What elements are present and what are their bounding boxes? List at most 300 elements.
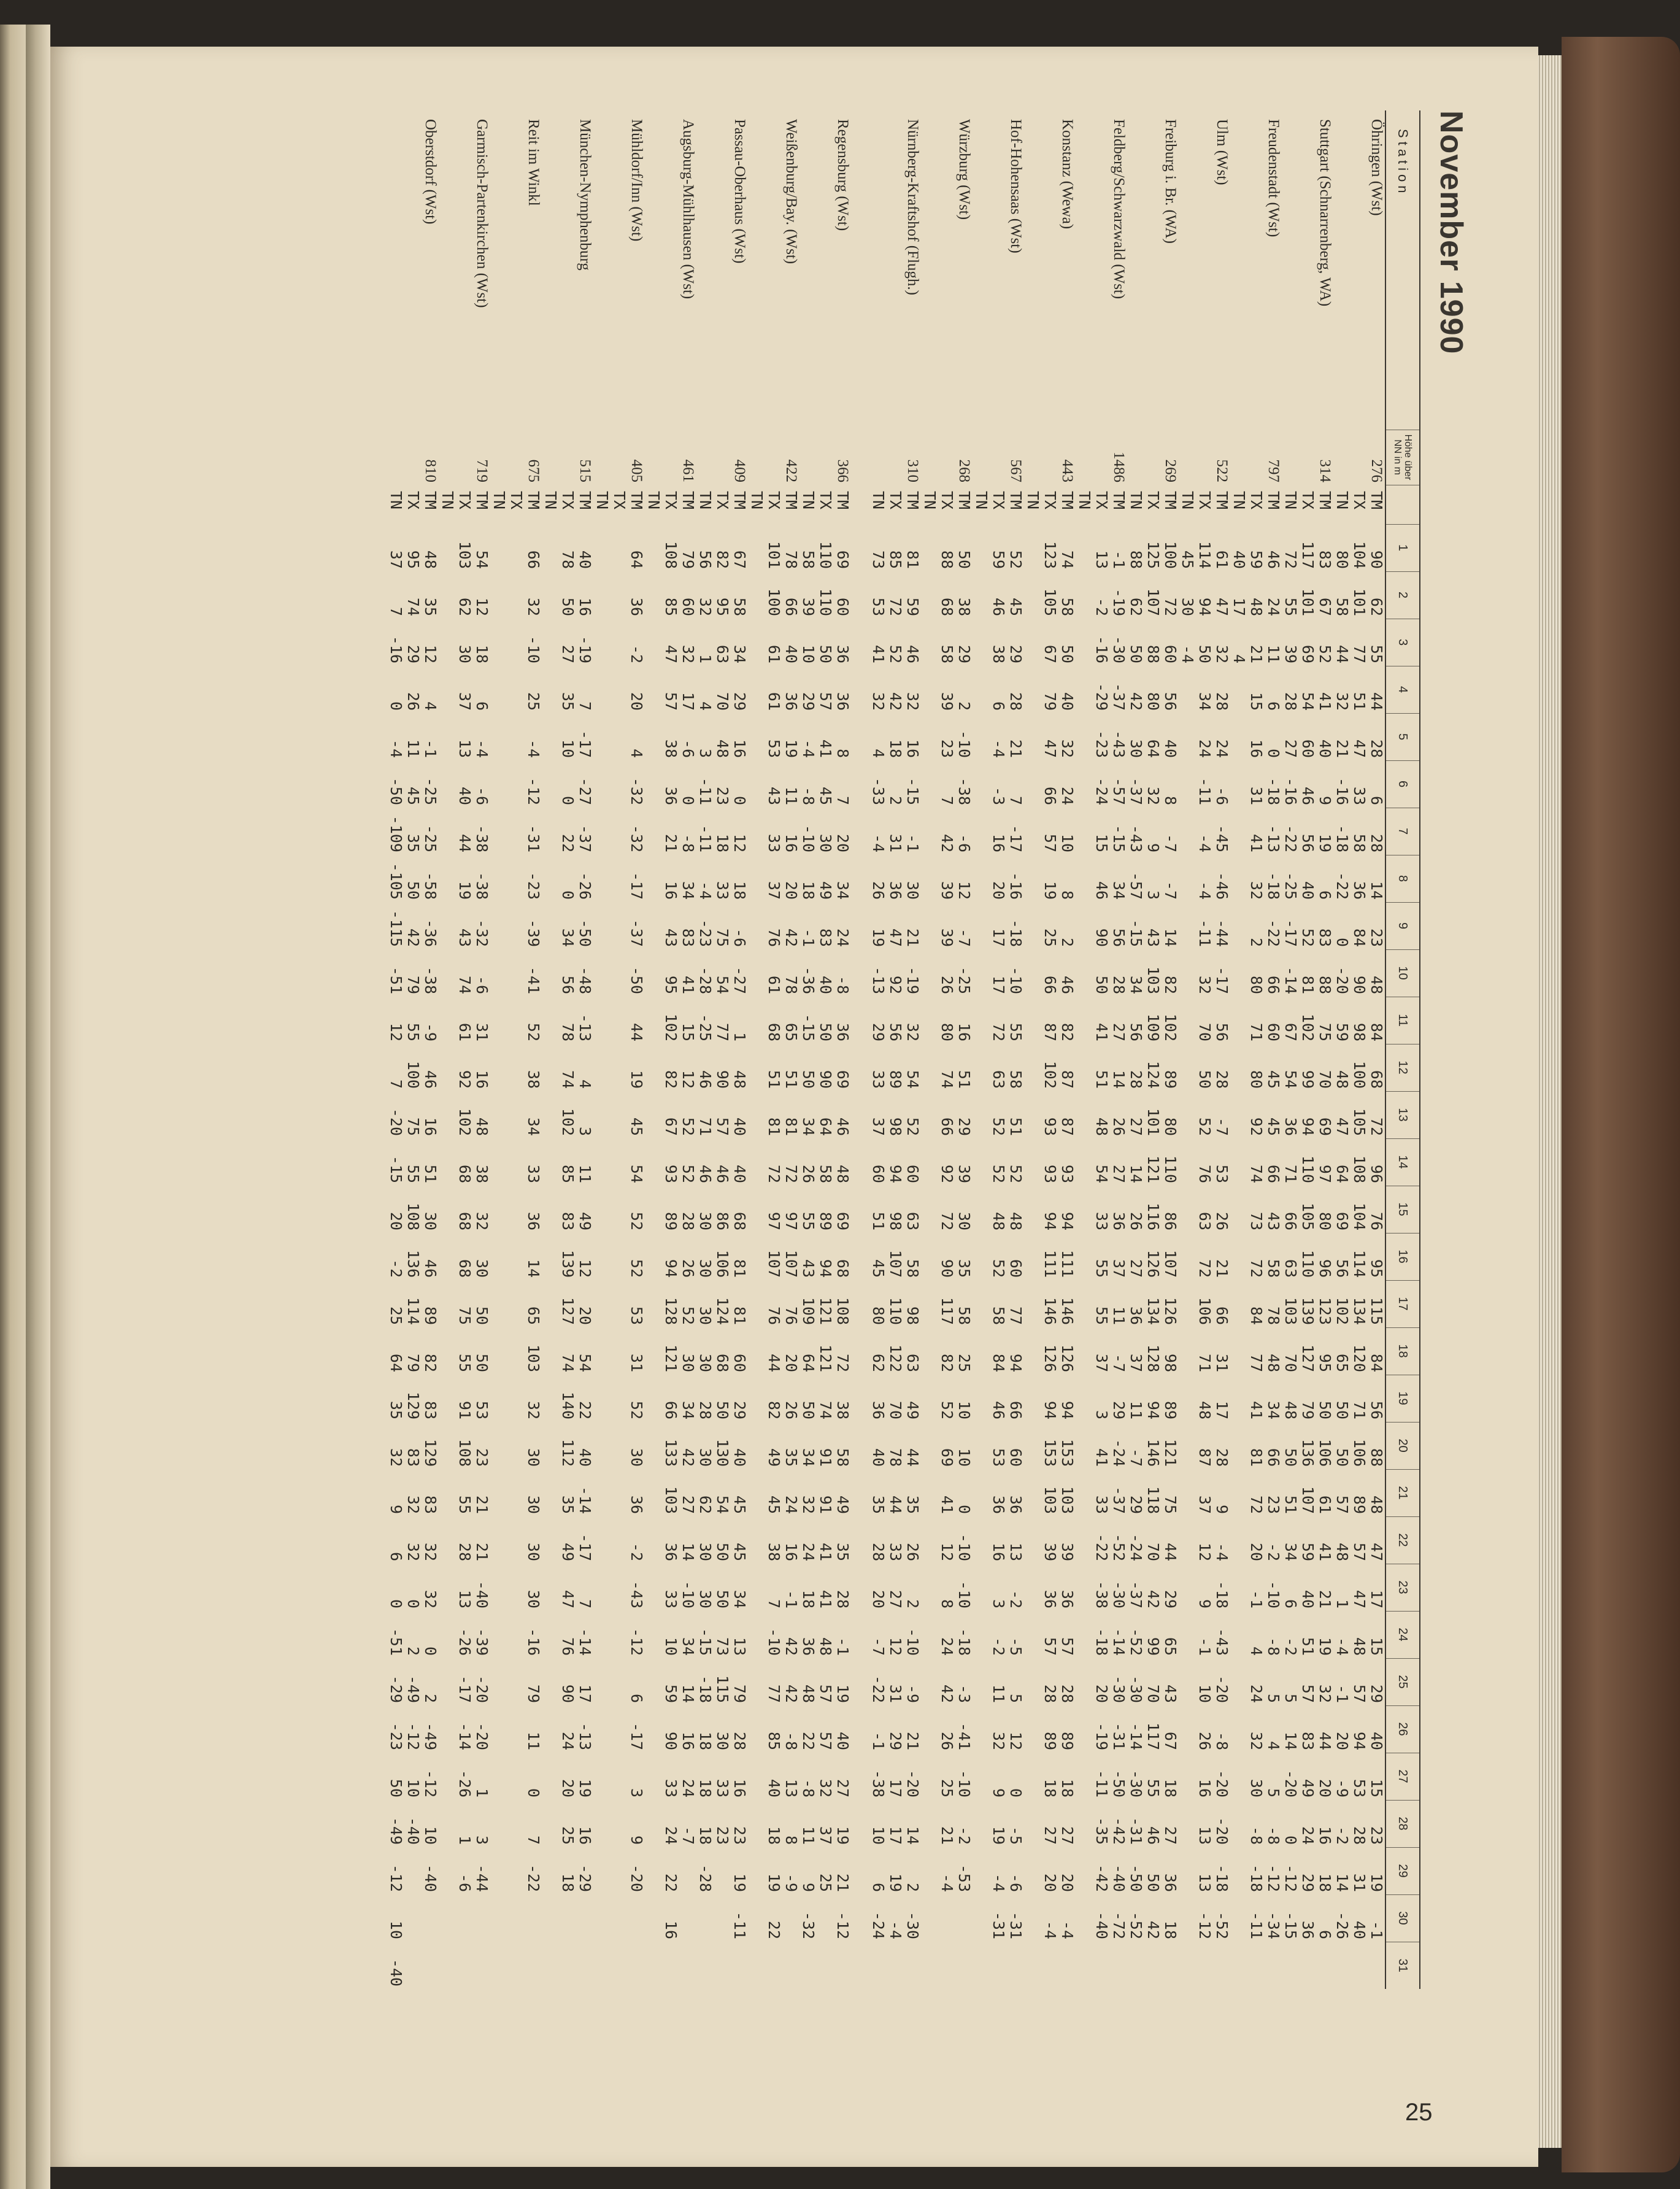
value-cell <box>456 1894 473 1942</box>
value-cell: 50 <box>817 644 834 663</box>
value-cell: 36 <box>887 881 904 900</box>
value-cell: 19 <box>834 1684 852 1703</box>
value-cell: -10 <box>955 1533 973 1561</box>
value-cell: -25 <box>955 966 973 994</box>
value-cell: 37 <box>817 1826 834 1845</box>
value-cell <box>439 1611 456 1658</box>
value-cell: 52 <box>990 1164 1008 1183</box>
value-cell: 39 <box>938 881 956 900</box>
value-cell: 41 <box>1316 692 1334 711</box>
value-cell <box>1024 1044 1041 1091</box>
value-cell: 16 <box>782 1542 800 1561</box>
value-cell: 121 <box>1144 1155 1162 1183</box>
value-cell <box>1333 1942 1351 1989</box>
day-header: 15 <box>1385 1186 1420 1233</box>
value-cell: 10 <box>662 1637 680 1656</box>
day-header: 12 <box>1385 1044 1420 1091</box>
value-cell: 15 <box>1093 833 1111 852</box>
value-cell: 30 <box>679 1353 697 1372</box>
value-cell <box>1230 855 1247 902</box>
station-header: Station <box>1385 110 1420 430</box>
value-cell: -33 <box>869 777 887 805</box>
value-cell: 80 <box>1333 550 1351 569</box>
value-cell: 27 <box>1110 1164 1128 1183</box>
value-cell: 69 <box>834 550 852 569</box>
value-cell: -105 <box>387 862 405 900</box>
station-elevation <box>404 430 422 485</box>
value-cell: -20 <box>904 1769 922 1797</box>
table-row <box>990 110 1007 1989</box>
value-cell: 30 <box>456 644 474 663</box>
value-cell: 114 <box>1351 1249 1368 1278</box>
value-cell: -40 <box>473 1580 491 1608</box>
station-elevation <box>456 430 473 485</box>
value-cell <box>593 1327 611 1375</box>
value-cell: 68 <box>731 1211 749 1230</box>
value-cell: 83 <box>1316 550 1334 569</box>
value-cell: 28 <box>1282 692 1300 711</box>
value-cell: 93 <box>662 1164 680 1183</box>
value-cell: 133 <box>662 1438 680 1467</box>
value-cell: 27 <box>1282 739 1300 758</box>
value-cell: 83 <box>817 928 834 947</box>
value-cell: 102 <box>1299 1013 1317 1041</box>
value-cell: -10 <box>955 1769 973 1797</box>
value-cell: 123 <box>1316 1297 1334 1325</box>
value-cell: -43 <box>1213 1627 1231 1656</box>
value-cell: 37 <box>1093 1353 1111 1372</box>
value-cell: 33 <box>1093 1211 1111 1230</box>
value-cell: 48 <box>990 1211 1008 1230</box>
day-header: 20 <box>1385 1422 1420 1469</box>
value-cell: 25 <box>525 692 542 711</box>
value-cell: 146 <box>1041 1297 1059 1325</box>
value-cell <box>542 1800 559 1847</box>
value-cell: 35 <box>869 1495 887 1514</box>
value-cell <box>1196 1942 1213 1989</box>
value-cell <box>507 1280 525 1327</box>
station-elevation <box>748 430 765 485</box>
value-cell: 11 <box>1127 1400 1145 1419</box>
value-cell: 70 <box>1196 1022 1214 1041</box>
value-cell: 78 <box>1265 1306 1282 1325</box>
value-cell: -18 <box>1213 1580 1231 1608</box>
value-cell: 43 <box>800 1259 817 1278</box>
value-cell <box>921 1658 938 1705</box>
value-cell <box>973 1375 990 1422</box>
value-cell: 125 <box>1144 541 1162 569</box>
day-header: 19 <box>1385 1375 1420 1422</box>
value-cell: -50 <box>387 777 405 805</box>
value-cell: 17 <box>679 692 697 711</box>
value-cell: 4 <box>1230 654 1248 663</box>
value-cell: 40 <box>456 786 474 805</box>
value-cell: 79 <box>679 550 697 569</box>
value-cell: 57 <box>817 1684 834 1703</box>
day-header: 2 <box>1385 571 1420 619</box>
value-cell: -28 <box>696 966 714 994</box>
value-cell <box>593 1611 611 1658</box>
value-cell: -4 <box>1196 833 1214 852</box>
value-cell: 90 <box>1093 928 1111 947</box>
value-cell <box>731 1942 748 1989</box>
value-cell: 60 <box>1265 1022 1282 1041</box>
value-cell: -18 <box>1265 871 1282 900</box>
value-cell <box>439 1233 456 1280</box>
value-cell: 94 <box>1144 1400 1162 1419</box>
value-cell: 30 <box>422 1211 439 1230</box>
value-cell <box>1213 1942 1230 1989</box>
value-cell <box>507 571 525 619</box>
value-cell: 88 <box>1368 1448 1385 1467</box>
value-cell: 56 <box>1333 1259 1351 1278</box>
value-cell: 11 <box>576 1164 594 1183</box>
value-cell: 13 <box>1093 550 1111 569</box>
measure-kind: TX <box>990 491 1008 510</box>
value-cell: 106 <box>1316 1438 1334 1467</box>
value-cell <box>1179 1044 1196 1091</box>
value-cell: 7 <box>387 606 405 616</box>
value-cell <box>1024 1894 1041 1942</box>
value-cell: 12 <box>422 644 439 663</box>
station-elevation: 405 <box>628 459 645 482</box>
value-cell: 106 <box>1351 1438 1368 1467</box>
value-cell: 18 <box>887 739 904 758</box>
value-cell <box>593 524 611 571</box>
value-cell: 58 <box>1351 833 1368 852</box>
value-cell: -50 <box>576 919 594 947</box>
measure-kind: TM <box>1162 491 1179 510</box>
value-cell <box>507 1847 525 1894</box>
value-cell: 25 <box>387 1306 405 1325</box>
value-cell <box>1024 1375 1041 1422</box>
table-row <box>921 110 938 1989</box>
value-cell <box>490 1422 507 1469</box>
value-cell: 6 <box>869 1882 887 1892</box>
value-cell: -12 <box>1265 1864 1282 1892</box>
value-cell: 58 <box>1058 597 1076 616</box>
value-cell: 43 <box>765 786 783 805</box>
value-cell: 88 <box>938 550 956 569</box>
value-cell: -7 <box>1213 1117 1231 1136</box>
value-cell: 25 <box>559 1826 577 1845</box>
value-cell: 26 <box>679 1259 697 1278</box>
value-cell: -2 <box>1265 1542 1282 1561</box>
value-cell: 56 <box>887 1022 904 1041</box>
value-cell: 30 <box>525 1589 542 1608</box>
value-cell: 78 <box>559 550 577 569</box>
value-cell: 96 <box>1368 1164 1385 1183</box>
value-cell <box>921 1516 938 1564</box>
station-name: Regensburg (Wst) <box>834 119 851 231</box>
value-cell: 44 <box>887 1495 904 1514</box>
value-cell: 98 <box>887 1117 904 1136</box>
table-row <box>507 110 525 1989</box>
value-cell: 136 <box>1299 1438 1317 1467</box>
value-cell: 50 <box>1058 644 1076 663</box>
measure-kind: TX <box>765 491 783 510</box>
value-cell <box>507 1469 525 1516</box>
value-cell: 60 <box>834 597 852 616</box>
value-cell: 78 <box>782 975 800 994</box>
value-cell: 21 <box>1316 1589 1334 1608</box>
value-cell: -15 <box>800 1013 817 1041</box>
value-cell: -30 <box>1127 1675 1145 1703</box>
value-cell: 66 <box>1265 1448 1282 1467</box>
value-cell: 20 <box>559 1778 577 1797</box>
value-cell: 44 <box>904 1448 922 1467</box>
value-cell: 70 <box>714 692 731 711</box>
value-cell <box>439 713 456 760</box>
table-row <box>422 110 439 1989</box>
value-cell: 66 <box>1213 1306 1231 1325</box>
value-cell: 107 <box>1162 1249 1179 1278</box>
value-cell: -30 <box>1110 1580 1128 1608</box>
value-cell: 49 <box>904 1400 922 1419</box>
value-cell: 27 <box>834 1778 852 1797</box>
table-row <box>542 110 559 1989</box>
value-cell: 28 <box>1213 1070 1231 1089</box>
station-name: Garmisch-Partenkirchen (Wst) <box>474 119 490 308</box>
value-cell: 56 <box>1127 1022 1145 1041</box>
value-cell: -22 <box>1282 824 1300 852</box>
value-cell <box>1024 713 1041 760</box>
value-cell: 42 <box>404 928 422 947</box>
value-cell <box>973 1044 990 1091</box>
value-cell: 36 <box>990 1495 1008 1514</box>
station-name <box>714 110 731 430</box>
value-cell: -6 <box>955 833 973 852</box>
value-cell: 19 <box>869 928 887 947</box>
value-cell: 38 <box>990 644 1008 663</box>
value-cell: -16 <box>1007 871 1025 900</box>
value-cell <box>1230 997 1247 1044</box>
value-cell <box>439 571 456 619</box>
value-cell <box>507 1138 525 1186</box>
value-cell: 11 <box>1265 644 1282 663</box>
value-cell <box>507 1753 525 1800</box>
value-cell: 46 <box>696 1164 714 1183</box>
value-cell <box>404 1847 422 1894</box>
value-cell: 58 <box>904 1259 922 1278</box>
value-cell: 48 <box>1333 1070 1351 1089</box>
value-cell: 72 <box>1247 1495 1265 1514</box>
station-name <box>1179 110 1196 430</box>
value-cell: 72 <box>782 1164 800 1183</box>
value-cell: -42 <box>1110 1816 1128 1845</box>
value-cell <box>1076 1753 1093 1800</box>
value-cell: -42 <box>1093 1864 1111 1892</box>
value-cell: 88 <box>1127 550 1145 569</box>
value-cell: 110 <box>887 1297 904 1325</box>
value-cell <box>611 855 628 902</box>
station-elevation <box>507 430 525 485</box>
value-cell <box>1265 1942 1282 1989</box>
value-cell: -4 <box>1179 644 1196 663</box>
value-cell: 47 <box>1368 1542 1385 1561</box>
value-cell: 16 <box>576 1826 594 1845</box>
book-gutter <box>26 25 50 2189</box>
table-row <box>1333 110 1351 1989</box>
value-cell <box>542 1658 559 1705</box>
measure-kind: TX <box>817 491 834 510</box>
value-cell <box>748 1942 765 1989</box>
value-cell: 98 <box>1162 1353 1179 1372</box>
value-cell: 94 <box>1041 1400 1059 1419</box>
value-cell: 52 <box>990 1117 1008 1136</box>
value-cell: 51 <box>1351 692 1368 711</box>
value-cell: -43 <box>628 1580 645 1608</box>
value-cell: -4 <box>473 739 491 758</box>
value-cell: 55 <box>800 1211 817 1230</box>
value-cell: 16 <box>662 1920 680 1939</box>
value-cell <box>1076 1233 1093 1280</box>
value-cell: -8 <box>782 1731 800 1750</box>
value-cell: 19 <box>1316 1637 1334 1656</box>
value-cell <box>490 808 507 855</box>
value-cell: 88 <box>1144 644 1162 663</box>
value-cell: 49 <box>559 1542 577 1561</box>
value-cell: 51 <box>1282 1495 1300 1514</box>
value-cell <box>507 1044 525 1091</box>
station-name: Hof-Hohensaas (Wst) <box>1008 119 1024 253</box>
value-cell: -36 <box>800 966 817 994</box>
value-cell <box>1024 1847 1041 1894</box>
value-cell: 26 <box>782 1400 800 1419</box>
value-cell: 19 <box>731 1873 749 1892</box>
value-cell: 47 <box>662 644 680 663</box>
value-cell <box>1076 1138 1093 1186</box>
value-cell: 41 <box>817 739 834 758</box>
value-cell <box>921 949 938 997</box>
value-cell: -2 <box>1333 1826 1351 1845</box>
value-cell: -1 <box>834 1637 852 1656</box>
value-cell: 29 <box>869 1022 887 1041</box>
value-cell: 20 <box>1093 1684 1111 1703</box>
day-header: 10 <box>1385 949 1420 997</box>
value-cell: 71 <box>1351 1400 1368 1419</box>
value-cell: 34 <box>559 928 577 947</box>
value-cell: 18 <box>696 1826 714 1845</box>
value-cell <box>439 666 456 713</box>
value-cell: -10 <box>525 635 542 663</box>
value-cell: 36 <box>525 1211 542 1230</box>
day-header: 16 <box>1385 1233 1420 1280</box>
value-cell <box>921 713 938 760</box>
value-cell: -7 <box>869 1637 887 1656</box>
value-cell: 63 <box>1282 1259 1300 1278</box>
value-cell: 25 <box>955 1353 973 1372</box>
value-cell: 0 <box>559 890 577 900</box>
value-cell: 70 <box>1316 1070 1334 1089</box>
value-cell <box>1179 1516 1196 1564</box>
value-cell: 38 <box>765 1542 783 1561</box>
value-cell: 36 <box>662 1542 680 1561</box>
value-cell: 27 <box>1041 1826 1059 1845</box>
value-cell: 21 <box>1007 739 1025 758</box>
value-cell <box>507 997 525 1044</box>
value-cell: 81 <box>1299 975 1317 994</box>
value-cell: 86 <box>1162 1211 1179 1230</box>
value-cell <box>593 1800 611 1847</box>
value-cell: 121 <box>817 1297 834 1325</box>
value-cell: 4 <box>576 1079 594 1089</box>
value-cell: 39 <box>1041 1542 1059 1561</box>
value-cell: -8 <box>1265 1637 1282 1656</box>
value-cell: 78 <box>887 1448 904 1467</box>
value-cell <box>1230 666 1247 713</box>
station-name: Feldberg/Schwarzwald (Wst) <box>1111 119 1127 299</box>
value-cell: 53 <box>628 1306 645 1325</box>
measure-kind: TX <box>938 491 956 510</box>
value-cell <box>439 1280 456 1327</box>
value-cell: 97 <box>1316 1164 1334 1183</box>
value-cell: 65 <box>782 1022 800 1041</box>
value-cell: 41 <box>817 1542 834 1561</box>
value-cell <box>1024 1422 1041 1469</box>
station-elevation: 276 <box>1368 459 1385 482</box>
station-elevation <box>1041 430 1058 485</box>
value-cell: -30 <box>904 1911 922 1939</box>
value-cell: 18 <box>765 1826 783 1845</box>
value-cell: 22 <box>765 1920 783 1939</box>
value-cell: -14 <box>576 1627 594 1656</box>
value-cell: 21 <box>1247 644 1265 663</box>
value-cell <box>748 1327 765 1375</box>
value-cell: -20 <box>473 1675 491 1703</box>
station-elevation <box>542 430 559 485</box>
value-cell: 11 <box>990 1684 1008 1703</box>
value-cell: 1 <box>1333 1599 1351 1608</box>
value-cell: 57 <box>662 692 680 711</box>
value-cell: 129 <box>404 1391 422 1419</box>
value-cell: 23 <box>473 1448 491 1467</box>
value-cell: -11 <box>696 777 714 805</box>
value-cell: 41 <box>1093 1448 1111 1467</box>
day-header: 7 <box>1385 808 1420 855</box>
value-cell: -49 <box>422 1722 439 1750</box>
value-cell <box>542 524 559 571</box>
value-cell <box>1299 1942 1316 1989</box>
value-cell <box>645 1564 662 1611</box>
value-cell <box>593 1233 611 1280</box>
value-cell: 20 <box>834 833 852 852</box>
group-gap <box>851 110 869 1989</box>
value-cell: 85 <box>662 597 680 616</box>
value-cell: 42 <box>782 1637 800 1656</box>
value-cell: 107 <box>782 1249 800 1278</box>
value-cell: -31 <box>990 1911 1008 1939</box>
value-cell: 64 <box>800 1353 817 1372</box>
value-cell: 66 <box>1265 975 1282 994</box>
value-cell: -19 <box>904 966 922 994</box>
value-cell: 46 <box>1144 1826 1162 1845</box>
value-cell: 16 <box>990 833 1008 852</box>
value-cell: 26 <box>404 692 422 711</box>
value-cell: 14 <box>904 1826 922 1845</box>
value-cell <box>1179 1186 1196 1233</box>
value-cell <box>1179 1327 1196 1375</box>
value-cell: 79 <box>1041 692 1059 711</box>
value-cell <box>973 997 990 1044</box>
value-cell: 67 <box>662 1117 680 1136</box>
value-cell: 121 <box>662 1344 680 1372</box>
value-cell: 60 <box>1007 1259 1025 1278</box>
value-cell: 40 <box>731 1448 749 1467</box>
value-cell <box>507 808 525 855</box>
value-cell: 55 <box>456 1353 474 1372</box>
value-cell: 85 <box>765 1731 783 1750</box>
